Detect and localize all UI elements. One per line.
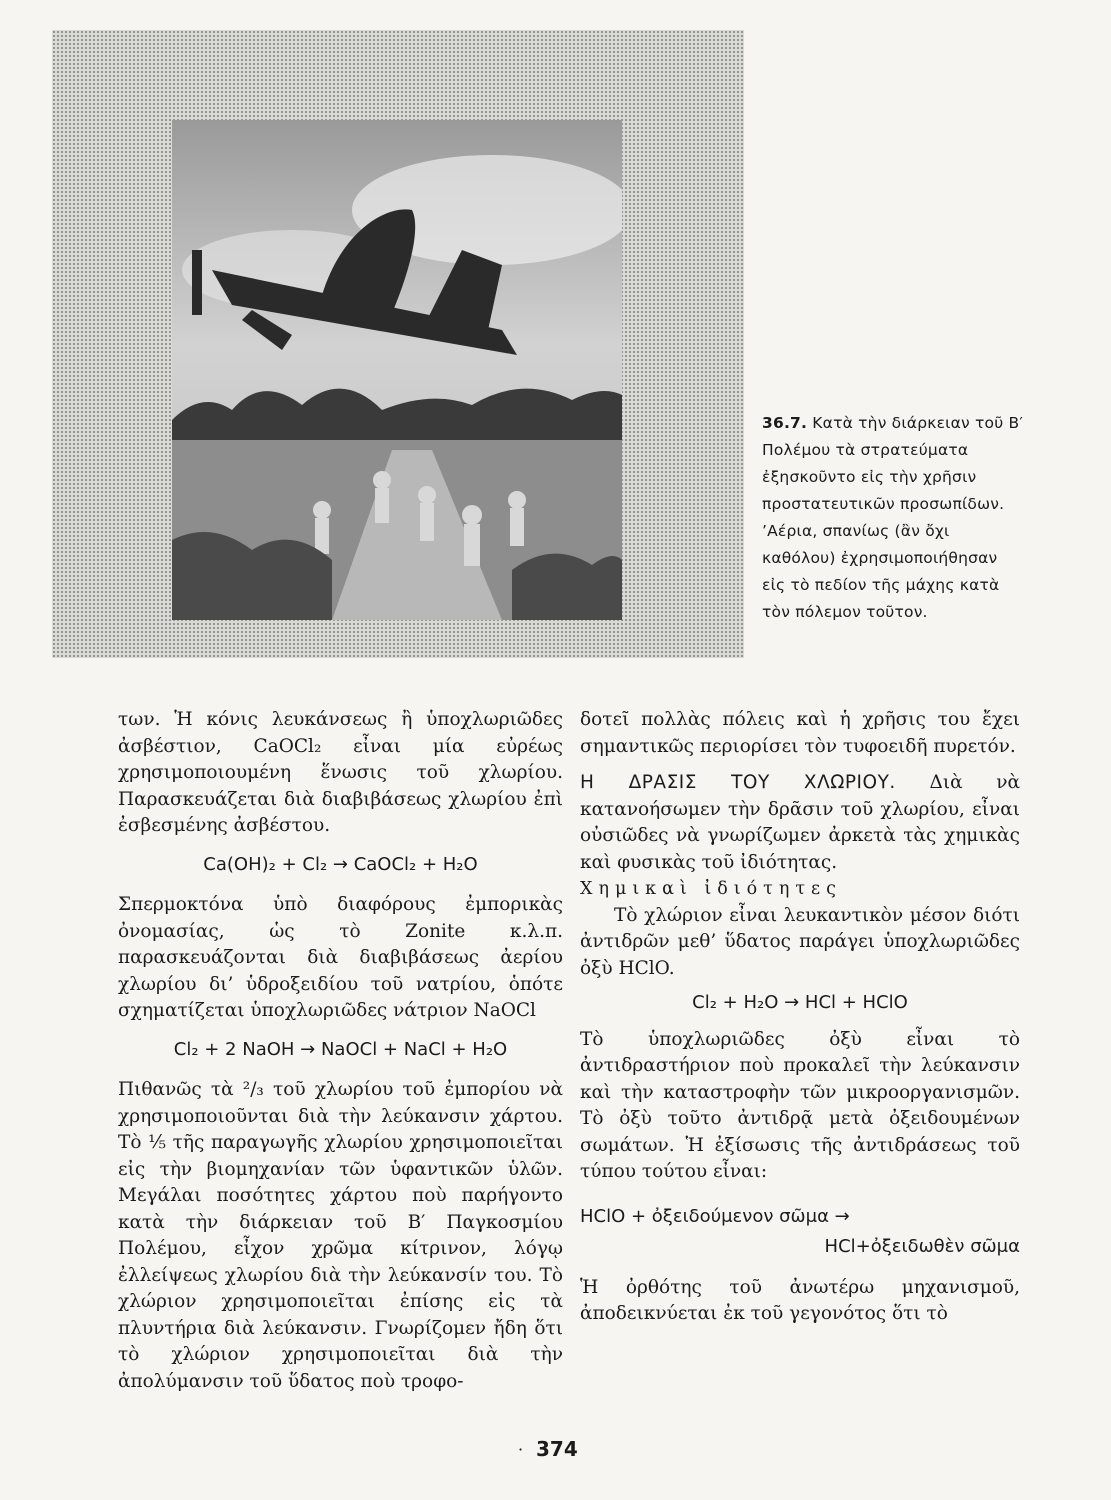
page-dot: · (518, 1440, 524, 1459)
section-heading-text: Διὰ νὰ κατανοήσωμεν τὴν δρᾶσιν τοῦ χλωρίου, εἶναι οὐσιῶδες νὰ γνωρίζωμεν ἀρκετὰ τὰς χημικὰς καὶ φυσικὰς τοῦ ἰδιότητας. (580, 772, 1020, 873)
right-paragraph-3: Τὸ ὑποχλωριῶδες ὀξὺ εἶναι τὸ ἀντιδραστήριον ποὺ προκαλεῖ τὴν λεύκανσιν καὶ τὴν καταστροφὴν τῶν μικροοργανισμῶν. Τὸ ὀξὺ τοῦτο ἀντιδρᾷ μετὰ ὀξειδουμένων σωμάτων. Ἡ ἐξίσωσις τῆς ἀντιδράσεως τοῦ τύπου τούτου εἶναι: (580, 1028, 1020, 1182)
right-paragraph-4: Ἡ ὀρθότης τοῦ ἀνωτέρω μηχανισμοῦ, ἀποδεικνύεται ἐκ τοῦ γεγονότος ὅτι τὸ (580, 1276, 1020, 1324)
right-paragraph-2: Τὸ χλώριον εἶναι λευκαντικὸν μέσον διότι ἀντιδρῶν μεθ’ ὕδατος παράγει ὑποχλωριῶδες ὀξὺ HClO. (580, 904, 1020, 979)
subheading-chemical-properties: Χημικαὶ ἰδιότητες (580, 879, 842, 899)
section-heading: Η ΔΡΑΣΙΣ ΤΟΥ ΧΛΩΡΙΟΥ. (580, 772, 896, 793)
caption-number: 36.7. (762, 414, 808, 432)
left-paragraph-2: Σπερμοκτόνα ὑπὸ διαφόρους ἐμπορικὰς ὀνομασίας, ὡς τὸ Zonite κ.λ.π. παρασκευάζονται διὰ διαβιβάσεως ἀερίου χλωρίου δι’ ὑδροξειδίου τοῦ νατρίου, ὁπότε σχηματίζεται ὑποχλωριῶδες νάτριον NaOCl (118, 894, 563, 1021)
page-number: 374 (536, 1437, 578, 1461)
reaction-line-2: HCl+ὀξειδωθὲν σῶμα (824, 1236, 1020, 1257)
figure-caption (762, 410, 1024, 626)
equation-calcium-hypochlorite: Ca(OH)₂ + Cl₂ → CaOCl₂ + H₂O (203, 853, 478, 875)
caption-text: Κατὰ τὴν διάρκειαν τοῦ Β′ Πολέμου τὰ στρατεύματα ἐξησκοῦντο εἰς τὴν χρῆσιν προστατευτικῶν προσωπίδων. ’Αέρια, σπανίως (ἂν ὄχι καθόλου) ἐχρησιμοποιήθησαν εἰς τὸ πεδίον τῆς μάχης κατὰ τὸν πόλεμον τοῦτον. (762, 414, 1024, 621)
left-column (118, 707, 563, 1395)
left-paragraph-3: Πιθανῶς τὰ ²/₃ τοῦ χλωρίου τοῦ ἐμπορίου νὰ χρησιμοποιοῦνται διὰ τὴν λεύκανσιν χάρτου. Τὸ ⅕ τῆς παραγωγῆς χλωρίου χρησιμοποιεῖται εἰς τὴν βιομηχανίαν τῶν ὑφαντικῶν ὑλῶν. Μεγάλαι ποσότητες χάρτου ποὺ παρήγοντο κατὰ τὴν διάρκειαν τοῦ Β′ Παγκοσμίου Πολέμου, εἶχον χρῶμα κίτρινον, λόγῳ ἐλλείψεως χλωρίου διὰ τὴν λεύκανσίν του. Τὸ χλώριον χρησιμοποιεῖται ἐπίσης εἰς τὰ πλυντήρια διὰ λεύκανσιν. Γνωρίζομεν ἤδη ὅτι τὸ χλώριον χρησιμοποιεῖται διὰ τὴν ἀπολύμανσιν τοῦ ὕδατος ποὺ τροφο- (118, 1079, 563, 1392)
equation-chlorine-water: Cl₂ + H₂O → HCl + HClO (692, 992, 908, 1013)
equation-sodium-hypochlorite: Cl₂ + 2 NaOH → NaOCl + NaCl + H₂O (173, 1038, 508, 1060)
airplane-photo (172, 120, 622, 620)
left-paragraph-1: των. Ἡ κόνις λευκάνσεως ἢ ὑποχλωριῶδες ἀσβέστιον, CaOCl₂ εἶναι μία εὐρέως χρησιμοποιουμένη ἕνωσις τοῦ χλωρίου. Παρασκευάζεται διὰ διαβιβάσεως χλωρίου ἐπὶ ἐσβεσμένης ἀσβέστου. (118, 709, 563, 836)
reaction-line-1: HClO + ὀξειδούμενον σῶμα → (580, 1205, 850, 1227)
right-paragraph-1: δοτεῖ πολλὰς πόλεις καὶ ἡ χρῆσις του ἔχει σημαντικῶς περιορίσει τὸν τυφοειδῆ πυρετόν. (580, 709, 1020, 757)
right-column (580, 707, 1020, 1328)
photo-frame (52, 30, 744, 658)
